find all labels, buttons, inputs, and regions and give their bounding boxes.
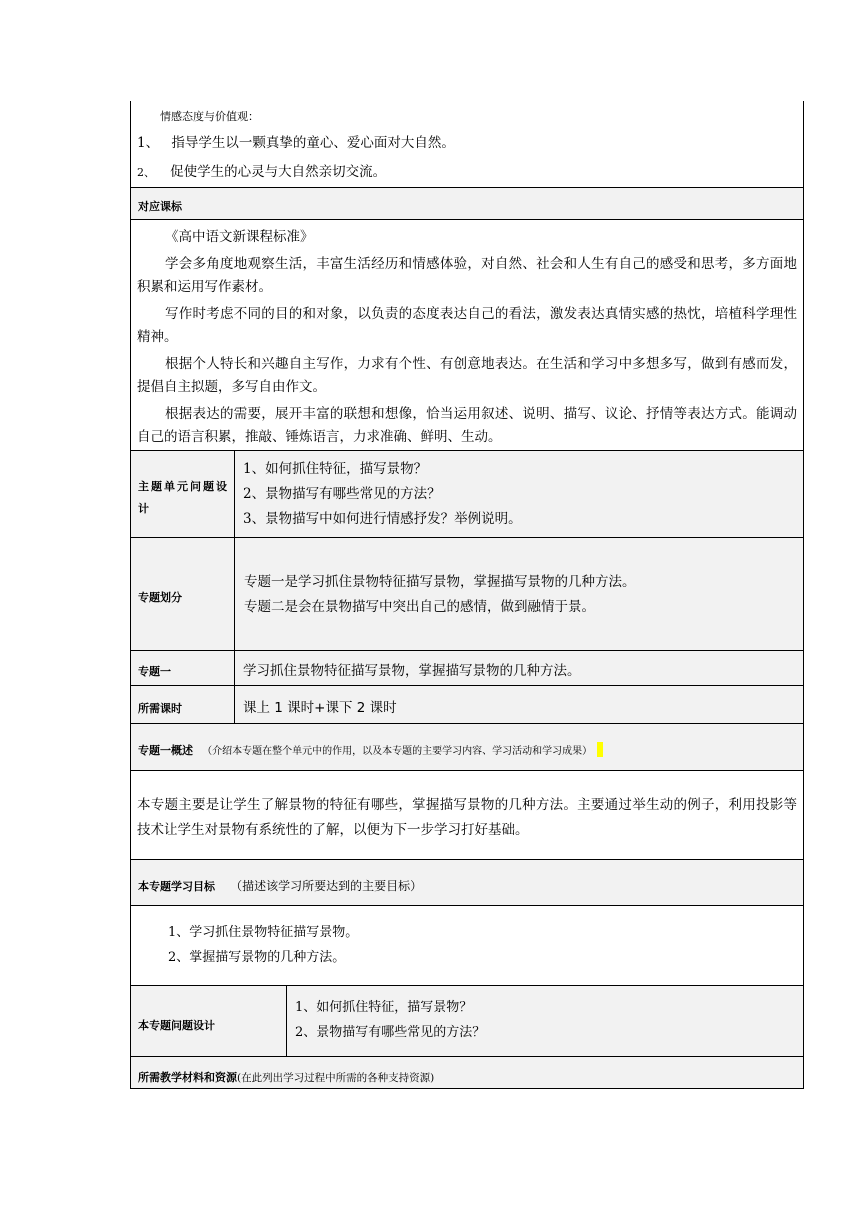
topic1-text: 学习抓住景物特征描写景物，掌握描写景物的几种方法。 [243, 663, 581, 679]
topic1-row [130, 650, 804, 685]
unit-question-3: 3、景物描写中如何进行情感抒发？举例说明。 [243, 511, 522, 527]
standards-content [137, 226, 797, 449]
unit-questions-divider [234, 451, 235, 537]
goals-content-row [130, 905, 804, 985]
unit-question-1: 1、如何抓住特征，描写景物？ [243, 461, 428, 477]
goals-header [138, 875, 422, 894]
unit-question-2: 2、景物描写有哪些常见的方法？ [243, 486, 441, 502]
overview-label: 专题一概述 [138, 744, 193, 757]
emotion-item-2-num: 2、 [137, 166, 155, 179]
goals-label: 本专题学习目标 [138, 880, 215, 893]
topics-list [244, 570, 636, 620]
standards-label: 对应课标 [138, 200, 182, 213]
overview-note: （介绍本专题在整个单元中的作用，以及本专题的主要学习内容、学习活动和学习成果） [202, 746, 593, 757]
topic-item-1: 专题一是学习抓住景物特征描写景物，掌握描写景物的几种方法。 [244, 574, 636, 590]
materials-header [138, 1066, 434, 1085]
standards-paragraph-2: 学会多角度地观察生活，丰富生活经历和情感体验，对自然、社会和人生有自己的感受和思考，多方面地积累和运用写作素材。 [137, 256, 797, 295]
standards-label-row [130, 187, 804, 219]
goal-item-1: 1、学习抓住景物特征描写景物。 [168, 925, 359, 940]
emotion-item-1-text: 指导学生以一颗真挚的童心、爱心面对大自然。 [171, 135, 455, 151]
goals-label-row [130, 859, 804, 905]
topics-divider [234, 538, 235, 650]
topic-questions-label: 本专题问题设计 [138, 1019, 215, 1032]
materials-row [130, 1056, 804, 1088]
topic-question-2: 2、景物描写有哪些常见的方法？ [295, 1025, 486, 1040]
topics-row [130, 537, 804, 650]
standards-paragraph-3: 写作时考虑不同的目的和对象，以负责的态度表达自己的看法，激发表达真情实感的热忱，培植科学理性精神。 [137, 306, 797, 345]
hours-divider [234, 686, 235, 723]
emotion-section [130, 101, 804, 187]
topic1-label: 专题一 [138, 665, 171, 678]
topic1-divider [234, 651, 235, 685]
highlight-mark [597, 742, 603, 757]
hours-label: 所需课时 [138, 702, 182, 715]
topic-questions-divider [286, 986, 287, 1056]
overview-header [138, 739, 603, 758]
topic-questions-list [295, 995, 485, 1045]
topic-question-1: 1、如何抓住特征，描写景物？ [295, 1000, 473, 1015]
emotion-item-2 [137, 160, 386, 180]
goals-note: （描述该学习所要达到的主要目标） [230, 879, 423, 893]
standards-paragraph-5: 根据表达的需要，展开丰富的联想和想像，恰当运用叙述、说明、描写、议论、抒情等表达方式。能调动自己的语言积累，推敲、锤炼语言，力求准确、鲜明、生动。 [137, 406, 797, 445]
overview-text: 本专题主要是让学生了解景物的特征有哪些，掌握描写景物的几种方法。主要通过举生动的例子，利用投影等技术让学生对景物有系统性的了解，以便为下一步学习打好基础。 [137, 797, 797, 838]
emotion-item-1 [137, 131, 455, 151]
unit-questions-list [243, 457, 522, 532]
emotion-item-2-text: 促使学生的心灵与大自然亲切交流。 [170, 164, 387, 180]
topic-item-2: 专题二是会在景物描写中突出自己的感情，做到融情于景。 [244, 599, 595, 615]
table-bottom-border [130, 1088, 804, 1089]
topics-label: 专题划分 [138, 591, 182, 604]
goal-item-2: 2、掌握描写景物的几种方法。 [168, 950, 346, 965]
hours-text: 课上 1 课时+课下 2 课时 [243, 700, 397, 716]
unit-questions-row [130, 450, 804, 537]
materials-label: 所需教学材料和资源 [138, 1071, 237, 1084]
standards-paragraph-4: 根据个人特长和兴趣自主写作，力求有个性、有创意地表达。在生活和学习中多想多写，做到有感而发，提倡自主拟题，多写自由作文。 [137, 356, 797, 395]
overview-content-row [130, 770, 804, 859]
materials-note: (在此列出学习过程中所需的各种支持资源) [237, 1072, 435, 1084]
goals-list [168, 920, 358, 970]
unit-questions-label: 主题单元问题设计 [138, 480, 229, 515]
standards-paragraph-1: 《高中语文新课程标准》 [165, 229, 314, 245]
emotion-item-1-num: 1、 [137, 135, 160, 151]
emotion-heading: 情感态度与价值观： [160, 110, 259, 123]
topic-questions-row [130, 985, 804, 1056]
hours-row [130, 685, 804, 723]
standards-content-row [130, 219, 804, 450]
overview-label-row [130, 723, 804, 770]
